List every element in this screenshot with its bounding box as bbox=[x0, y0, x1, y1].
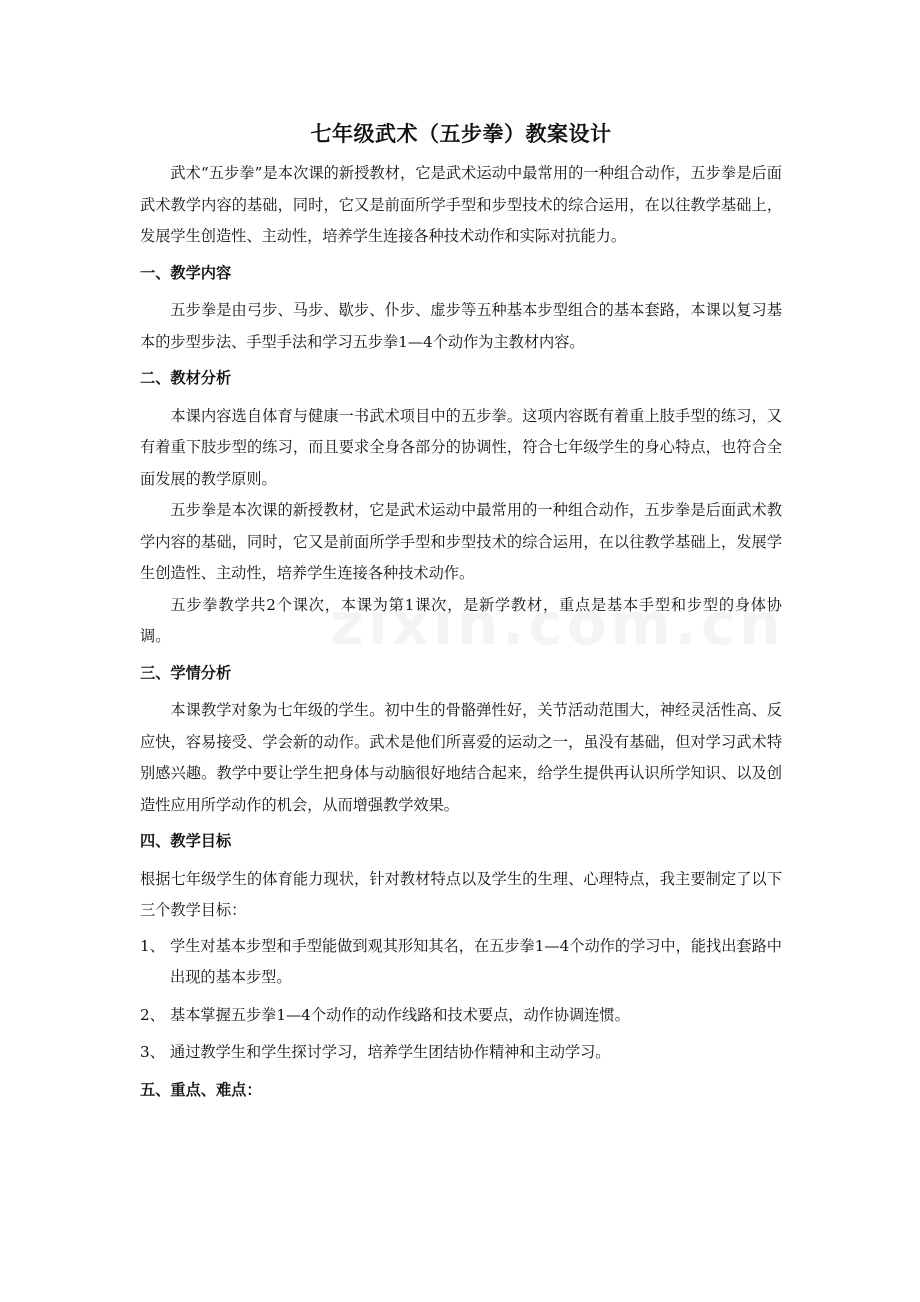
paragraph: 五步拳是由弓步、马步、歇步、仆步、虚步等五种基本步型组合的基本套路，本课以复习基本的步型步法、手型手法和学习五步拳1—4个动作为主教材内容。 bbox=[140, 301, 782, 351]
list-text: 基本掌握五步拳1—4个动作的动作线路和技术要点，动作协调连惯。 bbox=[170, 1005, 630, 1024]
list-item bbox=[140, 1000, 782, 1032]
paragraph: 本课教学对象为七年级的学生。初中生的骨骼弹性好，关节活动范围大，神经灵活性高、反应快，容易接受、学会新的动作。武术是他们所喜爱的运动之一，虽没有基础，但对学习武术特别感兴趣。教学中要让学生把身体与动脑很好地结合起来，给学生提供再认识所学知识、以及创造性应用所学动作的机会，从而增强教学效果。 bbox=[140, 701, 782, 814]
list-number: 3、 bbox=[140, 1043, 165, 1061]
list-number: 2、 bbox=[140, 1005, 165, 1024]
section-heading-material-analysis: 二、教材分析 bbox=[140, 369, 232, 387]
list-text: 通过教学生和学生探讨学习，培养学生团结协作精神和主动学习。 bbox=[170, 1043, 611, 1061]
list-number: 1、 bbox=[140, 936, 165, 955]
section-heading-content: 一、教学内容 bbox=[140, 263, 232, 282]
document-title: 七年级武术（五步拳）教案设计 bbox=[310, 121, 612, 146]
paragraph: 五步拳是本次课的新授教材，它是武术运动中最常用的一种组合动作，五步拳是后面武术教学内容的基础，同时，它又是前面所学手型和步型技术的综合运用，在以往教学基础上，发展学生创造性、主动性，培养学生连接各种技术动作。 bbox=[140, 501, 782, 582]
paragraph: 五步拳教学共2个课次，本课为第1课次，是新学教材，重点是基本手型和步型的身体协调。 bbox=[140, 595, 782, 645]
intro-paragraph: 武术“五步拳”是本次课的新授教材，它是武术运动中最常用的一种组合动作，五步拳是后面武术教学内容的基础，同时，它又是前面所学手型和步型技术的综合运用，在以往教学基础上，发展学生创造性、主动性，培养学生连接各种技术动作和实际对抗能力。 bbox=[140, 164, 782, 245]
list-text: 学生对基本步型和手型能做到观其形知其名，在五步拳1—4个动作的学习中，能找出套路中出现的基本步型。 bbox=[170, 936, 782, 986]
section-heading-teaching-goals: 四、教学目标 bbox=[140, 832, 232, 850]
document-page bbox=[140, 118, 782, 1112]
list-item bbox=[140, 931, 782, 994]
goals-lead-paragraph: 根据七年级学生的体育能力现状，针对教材特点以及学生的生理、心理特点，我主要制定了以下三个教学目标： bbox=[140, 869, 782, 919]
list-item bbox=[140, 1037, 782, 1069]
section-heading-student-analysis: 三、学情分析 bbox=[140, 663, 232, 682]
section-heading-key-points: 五、重点、难点： bbox=[140, 1080, 262, 1099]
paragraph: 本课内容选自体育与健康一书武术项目中的五步拳。这项内容既有着重上肢手型的练习，又有着重下肢步型的练习，而且要求全身各部分的协调性，符合七年级学生的身心特点，也符合全面发展的教学原则。 bbox=[140, 406, 782, 488]
